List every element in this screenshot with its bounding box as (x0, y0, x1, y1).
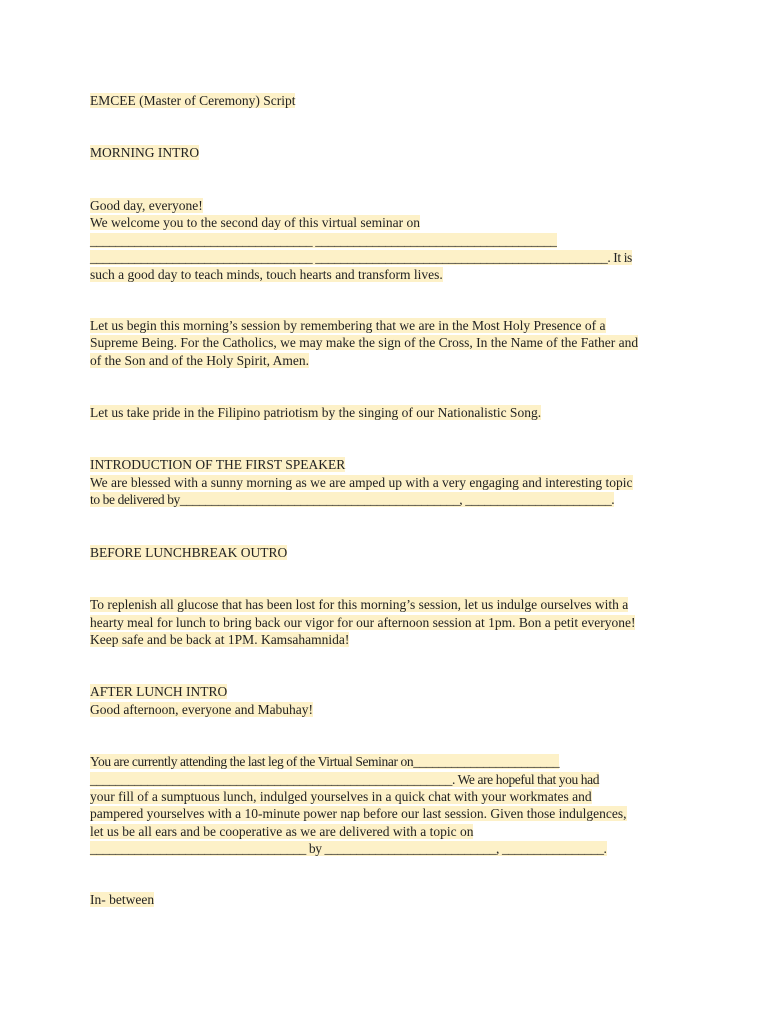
text-line: You are currently attending the last leg of the Virtual Seminar on_______________________ (90, 754, 560, 770)
blank-line: __________________________________ by ___________________________, ________________. (90, 841, 607, 857)
script-document (90, 92, 680, 908)
in-between-heading: In- between (90, 891, 155, 907)
blank-line: ___________________________________ ______________________________________________. It is (90, 250, 632, 266)
blank-line: ___________________________________ ______________________________________ (90, 232, 557, 248)
opening-prayer-paragraph (90, 317, 680, 369)
last-leg-paragraph (90, 753, 680, 857)
first-speaker-paragraph (90, 474, 680, 509)
text-line: We are blessed with a sunny morning as we are amped up with a very engaging and interesting topic (90, 474, 633, 490)
text-line: pampered yourselves with a 10-minute power nap before our last session. Given those indulgences, (90, 806, 627, 822)
text-line: your fill of a sumptuous lunch, indulged yourselves in a quick chat with your workmates and (90, 788, 592, 804)
after-lunch-heading: AFTER LUNCH INTRO (90, 684, 228, 700)
document-title: EMCEE (Master of Ceremony) Script (90, 93, 296, 108)
text-line: Good day, everyone! (90, 197, 203, 213)
text-line: Keep safe and be back at 1PM. Kamsahamnida! (90, 631, 350, 647)
after-lunch-paragraph (90, 701, 680, 718)
text-line: Let us begin this morning’s session by remembering that we are in the Most Holy Presence of a (90, 317, 606, 333)
text-line: Supreme Being. For the Catholics, we may make the sign of the Cross, In the Name of the Father and (90, 335, 639, 351)
text-line: of the Son and of the Holy Spirit, Amen. (90, 352, 309, 368)
text-line: hearty meal for lunch to bring back our vigor for our afternoon session at 1pm. Bon a petit everyone! (90, 614, 636, 630)
national-song-paragraph (90, 404, 680, 421)
first-speaker-heading: INTRODUCTION OF THE FIRST SPEAKER (90, 457, 346, 473)
text-line: let us be all ears and be cooperative as we are delivered with a topic on (90, 823, 474, 839)
blank-line: _________________________________________________________. We are hopeful that you had (90, 771, 600, 787)
morning-intro-paragraph (90, 197, 680, 284)
text-line: Good afternoon, everyone and Mabuhay! (90, 701, 314, 717)
morning-intro-heading: MORNING INTRO (90, 145, 200, 161)
text-line: Let us take pride in the Filipino patriotism by the singing of our Nationalistic Song. (90, 405, 542, 421)
text-line: such a good day to teach minds, touch hearts and transform lives. (90, 267, 443, 283)
lunch-outro-heading: BEFORE LUNCHBREAK OUTRO (90, 544, 288, 560)
text-line: We welcome you to the second day of this virtual seminar on (90, 215, 420, 231)
text-line: To replenish all glucose that has been lost for this morning’s session, let us indulge ourselves with a (90, 597, 629, 613)
lunch-outro-paragraph (90, 596, 680, 648)
text-line: to be delivered by____________________________________________, _______________________. (90, 492, 615, 508)
